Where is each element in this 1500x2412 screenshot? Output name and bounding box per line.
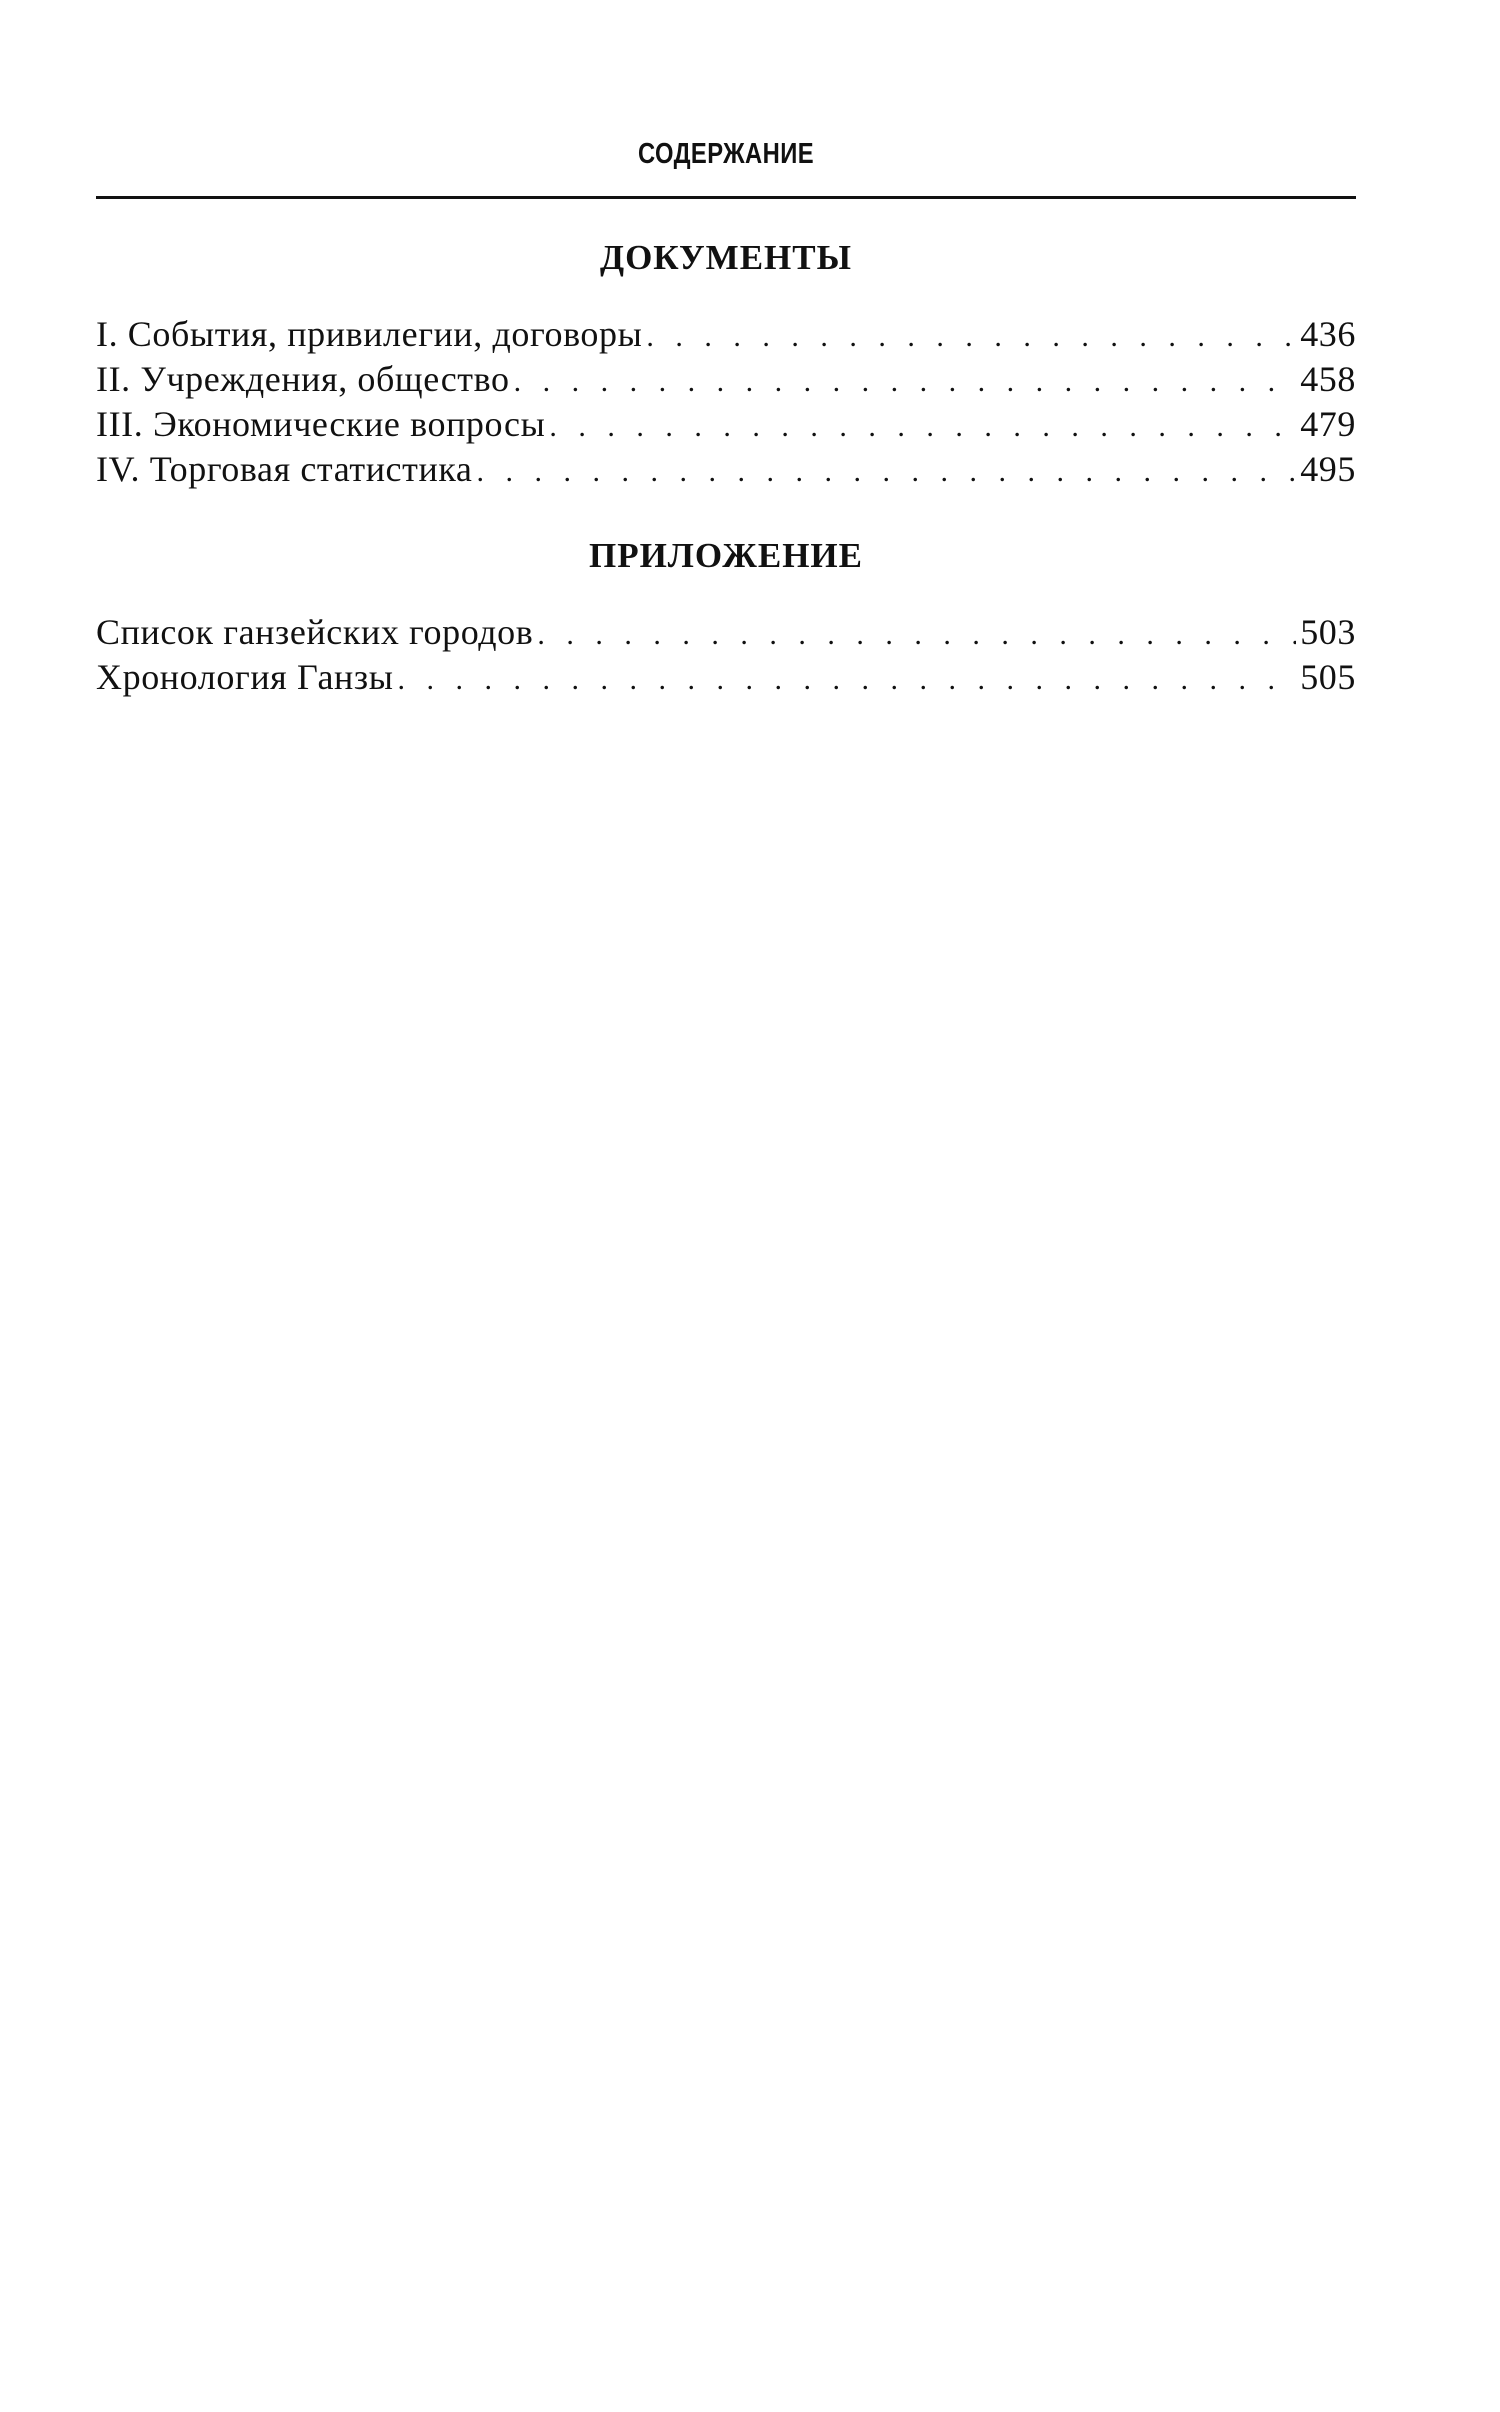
toc-entry[interactable] <box>96 357 1356 402</box>
toc-entry-page: 503 <box>1300 612 1356 652</box>
toc-entry[interactable] <box>96 312 1356 357</box>
toc-entry-page: 458 <box>1300 359 1356 399</box>
toc-entry-page: 505 <box>1300 657 1356 697</box>
toc-entry-label: I. События, привилегии, договоры <box>96 314 643 354</box>
toc-entry[interactable] <box>96 402 1356 447</box>
toc-entry-page: 479 <box>1300 404 1356 444</box>
toc-list-appendix <box>96 610 1356 700</box>
section-title-appendix: ПРИЛОЖЕНИЕ <box>588 536 863 575</box>
running-head: СОДЕРЖАНИЕ <box>637 138 815 170</box>
toc-entry[interactable] <box>96 610 1356 655</box>
toc-list-documents <box>96 312 1356 492</box>
toc-entry-label: IV. Торговая статистика <box>96 449 473 489</box>
header-rule <box>96 196 1356 199</box>
dot-leader <box>514 359 1297 404</box>
toc-entry[interactable] <box>96 655 1356 700</box>
dot-leader <box>646 314 1296 359</box>
dot-leader <box>398 657 1297 702</box>
dot-leader <box>476 449 1296 494</box>
dot-leader <box>549 404 1296 449</box>
toc-entry-label: II. Учреждения, общество <box>96 359 510 399</box>
toc-entry-label: Список ганзейских городов <box>96 612 534 652</box>
toc-entry-page: 495 <box>1300 449 1356 489</box>
toc-entry-label: III. Экономические вопросы <box>96 404 546 444</box>
dot-leader <box>537 612 1296 657</box>
toc-entry-page: 436 <box>1300 314 1356 354</box>
toc-entry[interactable] <box>96 447 1356 492</box>
toc-entry-label: Хронология Ганзы <box>96 657 394 697</box>
section-title-documents: ДОКУМЕНТЫ <box>600 238 852 277</box>
